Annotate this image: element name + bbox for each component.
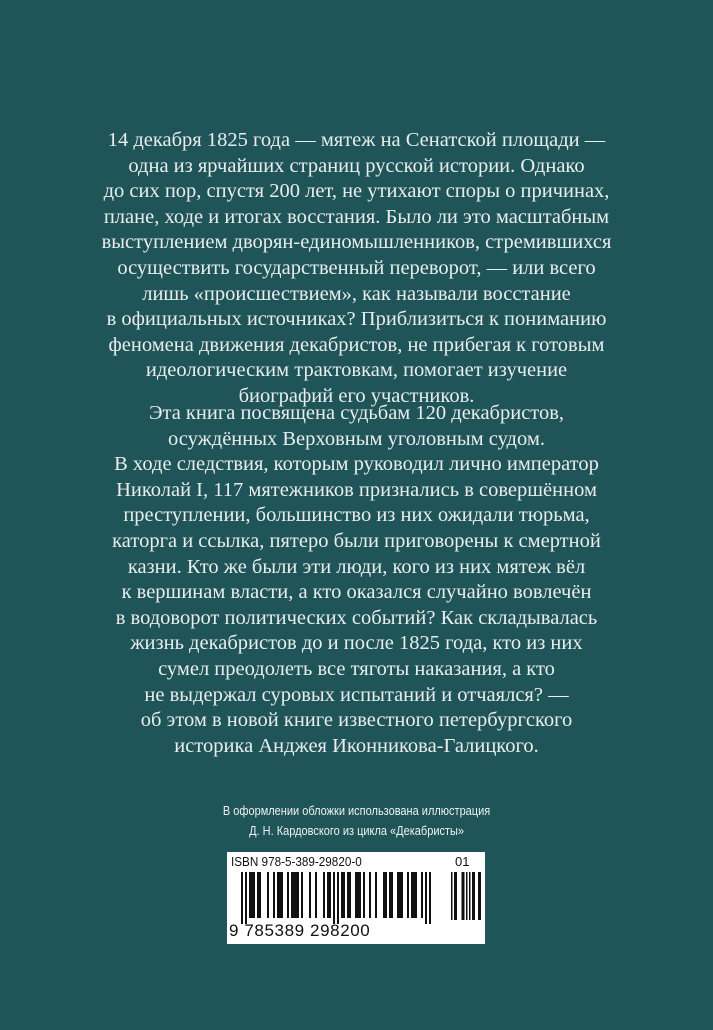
barcode-bar — [383, 872, 385, 918]
barcode-bar — [357, 872, 359, 918]
barcode-bar — [429, 872, 431, 924]
barcode-bar — [337, 872, 339, 924]
barcode-bar — [309, 872, 311, 918]
barcode-bar — [385, 872, 387, 918]
addon-bar — [456, 872, 458, 920]
barcode-bar — [323, 872, 325, 918]
barcode-bar — [267, 872, 269, 918]
barcode-bar — [295, 872, 297, 918]
addon-bar — [462, 872, 464, 920]
cover-illustration-credit — [43, 801, 670, 841]
text-line: в водоворот политических событий? Как складывалась — [115, 606, 598, 629]
text-line: идеологическим трактовкам, помогает изучение — [145, 359, 568, 382]
text-line: В ходе следствия, которым руководил лично император — [114, 453, 599, 476]
annotation-paragraph-1 — [0, 128, 713, 410]
addon-bar — [466, 872, 468, 920]
barcode-bar — [397, 872, 399, 918]
barcode-bar — [253, 872, 255, 918]
text-line: до сих пор, спустя 200 лет, не утихают споры о причинах, — [103, 180, 610, 203]
barcode-bar — [329, 872, 331, 918]
barcode-bar — [375, 872, 377, 918]
barcode-bar — [411, 872, 413, 918]
addon-bar — [480, 872, 482, 920]
text-line: жизнь декабристов до и после 1825 года, кто из них — [130, 632, 583, 655]
text-line: выступлением дворян-единомышленников, стремившихся — [101, 231, 612, 254]
barcode-bar — [421, 872, 423, 918]
barcode-bar — [401, 872, 403, 918]
addon-bar — [474, 872, 476, 920]
barcode-bar — [245, 872, 247, 924]
ean13-bars — [241, 872, 445, 924]
text-line: об этом в новой книге известного петербургского — [140, 709, 573, 732]
text-line: преступлении, большинство из них ожидали тюрьма, — [123, 504, 590, 527]
text-line: осуществить государственный переворот, — или всего — [117, 256, 596, 279]
annotation-paragraph-2 — [0, 401, 713, 759]
barcode-bar — [349, 872, 351, 918]
text-line: в официальных источниках? Приблизиться к пониманию — [106, 308, 607, 331]
barcode-bar — [341, 872, 343, 918]
barcode-bar — [273, 872, 275, 918]
barcode-bar — [399, 872, 401, 918]
barcode-bar — [241, 872, 243, 924]
barcode-bar — [359, 872, 361, 918]
barcode-bar — [293, 872, 295, 918]
text-line: каторга и ссылка, пятеро были приговорены к смертной — [112, 529, 601, 552]
credit-line-2: Д. Н. Кардовского из цикла «Декабристы» — [249, 824, 465, 838]
addon-bar — [478, 872, 480, 920]
text-line: феномена движения декабристов, не прибегая к готовым — [108, 333, 605, 356]
text-line: Николай I, 117 мятежников признались в совершённом — [116, 478, 597, 501]
text-line: к вершинам власти, а кто оказался случайно вовлечён — [121, 581, 592, 604]
barcode-bar — [277, 872, 279, 918]
barcode-bar — [347, 872, 349, 918]
barcode-bar — [425, 872, 427, 924]
barcode-bar — [407, 872, 409, 918]
barcode-bar — [333, 872, 335, 924]
barcode-bar — [287, 872, 289, 918]
credit-line-1: В оформлении обложки использована иллюстрация — [222, 804, 491, 818]
barcode-bar — [413, 872, 415, 918]
text-line: 14 декабря 1825 года — мятеж на Сенатской площади — — [107, 129, 606, 151]
text-line: казни. Кто же были эти люди, кого из них мятеж вёл — [127, 555, 586, 578]
barcode-bar — [327, 872, 329, 918]
barcode-bar — [355, 872, 357, 918]
barcode-bar — [249, 872, 251, 918]
barcode-bar — [315, 872, 317, 918]
barcode-addon-label: 01 — [455, 854, 470, 869]
barcode-bar — [343, 872, 345, 918]
barcode-bar — [389, 872, 391, 918]
isbn-barcode — [227, 852, 485, 944]
barcode-bar — [251, 872, 253, 918]
text-line: Эта книга посвящена судьбам 120 декабристов, — [148, 402, 565, 424]
text-line: не выдержал суровых испытаний и отчаялся? — — [144, 683, 569, 706]
barcode-bar — [369, 872, 371, 918]
barcode-bar — [363, 872, 365, 918]
barcode-bar — [391, 872, 393, 918]
addon-bar — [451, 872, 453, 920]
isbn-label: ISBN 978-5-389-29820-0 — [231, 854, 362, 869]
barcode-bar — [297, 872, 299, 918]
barcode-bar — [415, 872, 417, 918]
text-line: биографий его участников. — [238, 384, 475, 407]
ean-digits: 9 785389 298200 — [229, 921, 371, 940]
text-line: сумел преодолеть все тяготы наказания, а кто — [158, 657, 555, 680]
text-line: лишь «происшествием», как называли восстание — [142, 282, 571, 305]
addon-bar — [463, 872, 465, 920]
barcode-bar — [257, 872, 259, 918]
addon-bar — [469, 872, 471, 920]
text-line: плане, ходе и итогах восстания. Было ли это масштабным — [103, 205, 610, 228]
text-line: одна из ярчайших страниц русской истории. Однако — [128, 154, 585, 177]
barcode-bar — [279, 872, 281, 918]
text-line: историка Анджея Иконникова-Галицкого. — [174, 734, 539, 757]
barcode-bar — [259, 872, 261, 918]
barcode-bar — [301, 872, 303, 918]
addon-bar — [454, 872, 456, 920]
ean-addon-bars — [451, 872, 481, 920]
barcode-bar — [291, 872, 293, 918]
barcode-bar — [281, 872, 283, 918]
text-line: осуждённых Верховным уголовным судом. — [168, 427, 545, 450]
addon-bar — [472, 872, 474, 920]
